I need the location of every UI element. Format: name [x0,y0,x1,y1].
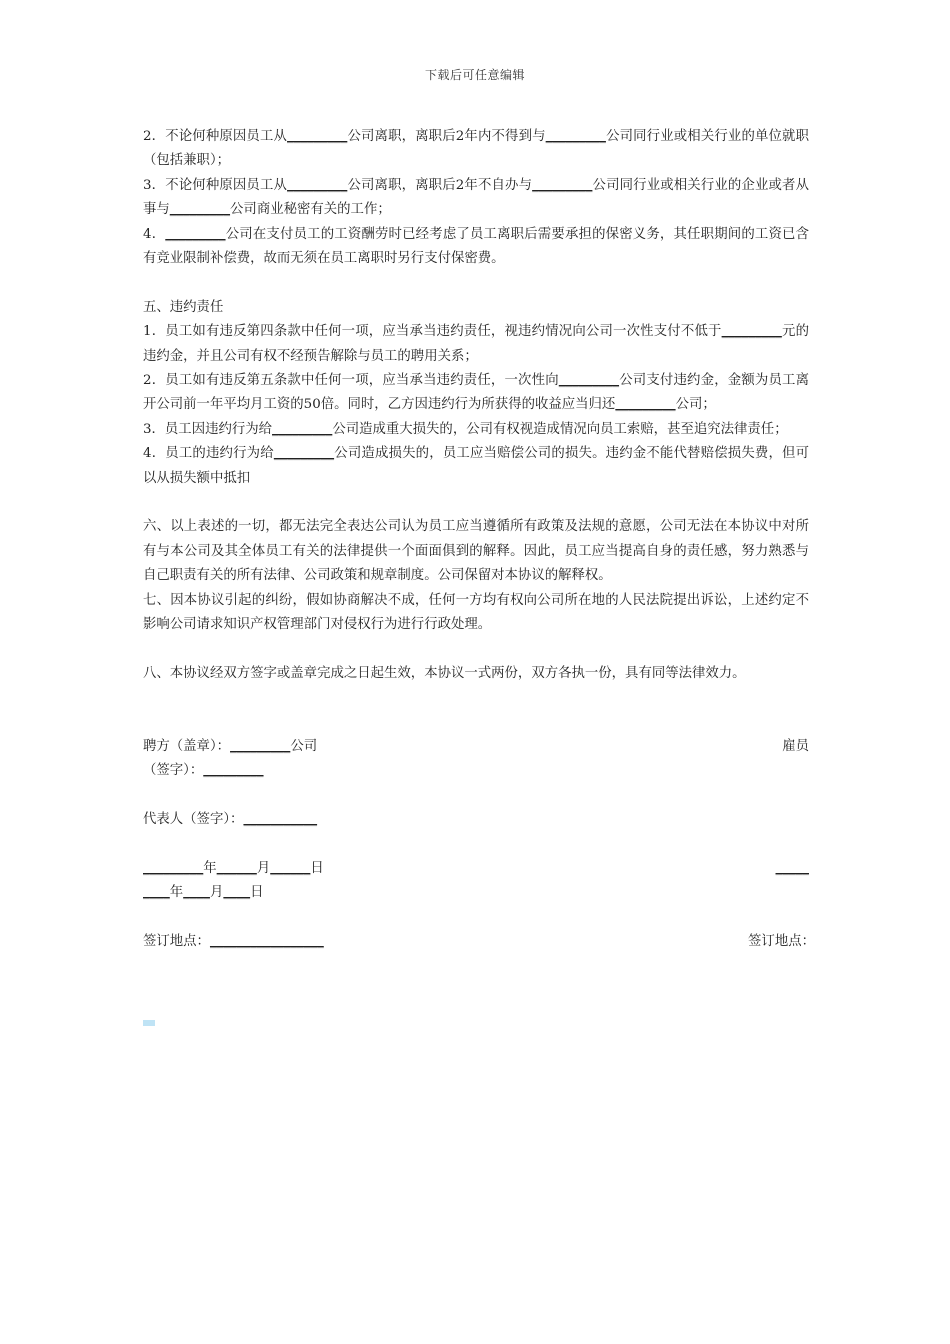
clause-2-text: 公司离职，离职后2年内不得到与 [347,129,546,144]
month-blank: ______ [216,861,257,877]
section-5-item-1 [143,320,809,369]
blank-field: _________ [287,129,348,144]
day-blank: ____ [223,885,251,901]
section-7: 七、因本协议引起的纠纷，假如协商解决不成，任何一方均有权向公司所在地的人民法院提出诉讼，上述约定不影响公司请求知识产权管理部门对侵权行为进行行政处理。 [143,592,809,633]
clause-3 [143,174,809,223]
place-label-right: 签订地点： [748,934,815,950]
representative-blank: ___________ [243,812,318,828]
text-cursor-highlight [143,1020,155,1026]
clause-3-text: 3．不论何种原因员工从 [143,177,288,193]
clause-4-text: 公司在支付员工的工资酬劳时已经考虑了员工离职后需要承担的保密义务，其任职期间的工资已含有竞业限制补偿费，故而无须在员工离职时另行支付保密费。 [143,226,809,267]
clause-2-text: 公司同行业或相关行业的单位就职（包括兼职）； [143,129,809,169]
clause-3-text: 公司商业秘密有关的工作； [230,202,391,218]
item-text: 3．员工因违约行为给 [143,421,273,437]
item-text: 4．员工的违约行为给 [143,446,274,462]
signing-place-line [143,930,815,954]
item-text: 公司造成损失的，员工应当赔偿公司的损失。违约金不能代替赔偿损失费，但可以从损失额中抵扣 [143,446,809,486]
blank-field: _________ [287,177,348,193]
item-text: 公司造成重大损失的，公司有权视造成情况向员工索赔，甚至追究法律责任； [332,421,788,437]
employer-label: 聘方（盖章）： [143,739,231,755]
blank-field: _________ [273,446,335,462]
year-blank: ____ [143,885,170,901]
blank-field: _________ [272,421,333,437]
blank-field: _________ [169,202,231,218]
employee-label: 雇员 [782,739,809,755]
blank-field: _________ [165,226,226,242]
employee-signature-line [143,759,809,783]
year-label: 年 [169,885,184,901]
blank-field: _________ [545,129,606,144]
employer-suffix: 公司 [290,739,318,755]
day-blank: ______ [270,861,311,877]
blank-field: _________ [615,397,676,413]
representative-label: 代表人（签字）： [143,812,244,828]
section-6: 六、以上表述的一切，都无法完全表达公司认为员工应当遵循所有政策及法规的意愿，公司无法在本协议中对所有与本公司及其全体员工有关的法律提供一个面面俱到的解释。因此，员工应当提高自身的责任感，努力熟悉与自己职责有关的所有法律、公司政策和规章制度。公司保留对本协议的解释权。 [143,519,809,584]
employer-signature-line [143,735,809,759]
document-body [143,125,815,955]
blank-field: _________ [558,373,620,389]
year-blank: _________ [143,861,204,877]
year-label: 年 [203,861,217,877]
month-label: 月 [209,885,224,901]
clause-3-text: 公司同行业或相关行业的企业或者从事与 [143,177,809,218]
item-text: 元的违约金，并且公司有权不经预告解除与员工的聘用关系； [143,324,809,364]
employee-sign-blank: _________ [203,763,264,779]
section-5-title: 五、违约责任 [143,299,224,315]
section-5-item-3 [143,418,809,442]
date-line-left [143,857,809,881]
employer-blank: _________ [230,739,291,755]
right-date-blank: _____ [775,861,809,877]
day-label: 日 [310,861,324,877]
blank-field: _________ [721,324,782,340]
item-text: 公司； [675,397,716,413]
place-label: 签订地点： [143,934,210,950]
item-text: 2．员工如有违反第五条款中任何一项，应当承当违约责任，一次性向 [143,373,559,389]
blank-field: _________ [532,177,593,193]
clause-2 [143,125,809,174]
section-8: 八、本协议经双方签字或盖章完成之日起生效，本协议一式两份，双方各执一份，具有同等法律效力。 [143,665,746,681]
clause-3-text: 公司离职，离职后2年不自办与 [347,177,533,193]
date-line-right [143,881,809,905]
employee-sign-label: （签字）： [143,763,204,779]
section-5-item-2 [143,369,809,418]
clause-2-text: 2．不论何种原因员工从 [143,129,288,144]
month-blank: ____ [183,885,210,901]
place-blank: _________________ [209,934,324,950]
representative-line [143,808,809,832]
section-5-item-4 [143,442,809,491]
page-header: 下载后可任意编辑 [424,68,525,82]
clause-4-text: 4． [143,226,166,242]
month-label: 月 [256,861,271,877]
day-label: 日 [250,885,264,901]
item-text: 公司支付违约金，金额为员工离开公司前一年平均月工资的50倍。同时，乙方因违约行为所获得的收益应当归还 [143,373,809,413]
item-text: 1．员工如有违反第四条款中任何一项，应当承当违约责任，视违约情况向公司一次性支付不低于 [143,324,722,340]
clause-4 [143,223,809,272]
